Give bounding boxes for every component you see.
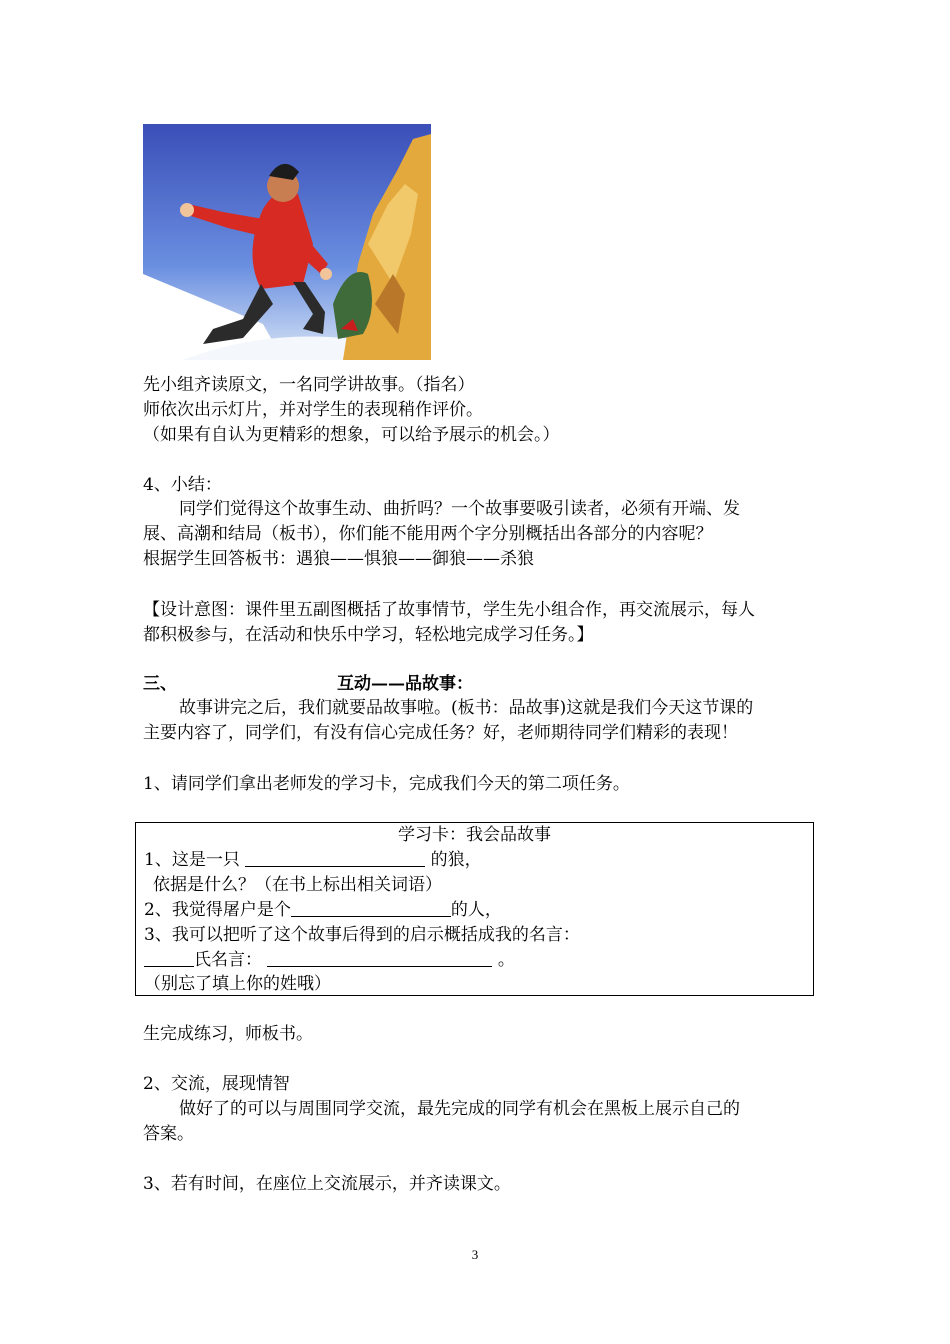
illustration-svg: [143, 124, 431, 360]
motto-label: 氏名言：: [194, 950, 262, 970]
text-line: 生完成练习，师板书。: [143, 1024, 313, 1044]
question-3: 3、我可以把听了这个故事后得到的启示概括成我的名言：: [144, 925, 580, 945]
study-card: [135, 822, 814, 996]
text-line: 先小组齐读原文，一名同学讲故事。（指名）: [143, 375, 475, 395]
motto-blank[interactable]: [267, 950, 492, 967]
text-line: （如果有自认为更精彩的想象，可以给予展示的机会。）: [143, 425, 560, 445]
question-2: [144, 898, 502, 922]
design-intent-text: 都积极参与，在活动和快乐中学习，轻松地完成学习任务。】: [143, 625, 594, 645]
man-killing-wolf-illustration: [143, 124, 431, 360]
section-heading: 4、小结：: [143, 475, 222, 495]
text-line: 答案。: [143, 1124, 194, 1144]
question-1-suffix: 的狼，: [430, 850, 482, 870]
section-title: 互动——品故事：: [337, 674, 473, 694]
question-2-suffix: 的人，: [450, 900, 502, 920]
text-line: 做好了的可以与周围同学交流，最先完成的同学有机会在黑板上展示自己的: [179, 1099, 740, 1119]
text-line: 主要内容了，同学们，有没有信心完成任务？好，老师期待同学们精彩的表现！: [143, 723, 738, 743]
question-2-prefix: 2、我觉得屠户是个: [144, 900, 291, 920]
question-1: [144, 848, 482, 872]
answer-blank-2[interactable]: [291, 900, 451, 917]
study-card-title: 学习卡：我会品故事: [398, 825, 551, 845]
motto-end: 。: [497, 950, 515, 970]
reminder-text: （别忘了填上你的姓哦）: [144, 974, 331, 994]
motto-line: [144, 948, 515, 972]
text-line: 同学们觉得这个故事生动、曲折吗？一个故事要吸引读者，必须有开端、发: [179, 499, 740, 519]
answer-blank-1[interactable]: [245, 850, 425, 867]
text-line: 根据学生回答板书：遇狼——惧狼——御狼——杀狼: [143, 549, 534, 569]
page-number: 3: [471, 1247, 479, 1262]
section-number: 三、: [143, 674, 177, 694]
design-intent-text: 【设计意图：课件里五副图概括了故事情节，学生先小组合作，再交流展示，每人: [143, 600, 755, 620]
text-line: 1、请同学们拿出老师发的学习卡，完成我们今天的第二项任务。: [143, 774, 630, 794]
question-1-prefix: 1、这是一只: [144, 850, 240, 870]
text-line: 2、交流，展现情智: [143, 1074, 290, 1094]
text-line: 展、高潮和结局（板书），你们能不能用两个字分别概括出各部分的内容呢？: [143, 524, 713, 544]
surname-blank[interactable]: [144, 950, 194, 967]
text-line: 师依次出示灯片，并对学生的表现稍作评价。: [143, 400, 483, 420]
text-line: 故事讲完之后，我们就要品故事啦。(板书：品故事)这就是我们今天这节课的: [179, 698, 754, 718]
text-line: 3、若有时间，在座位上交流展示，并齐读课文。: [143, 1174, 511, 1194]
question-1-basis: 依据是什么？（在书上标出相关词语）: [153, 875, 442, 895]
